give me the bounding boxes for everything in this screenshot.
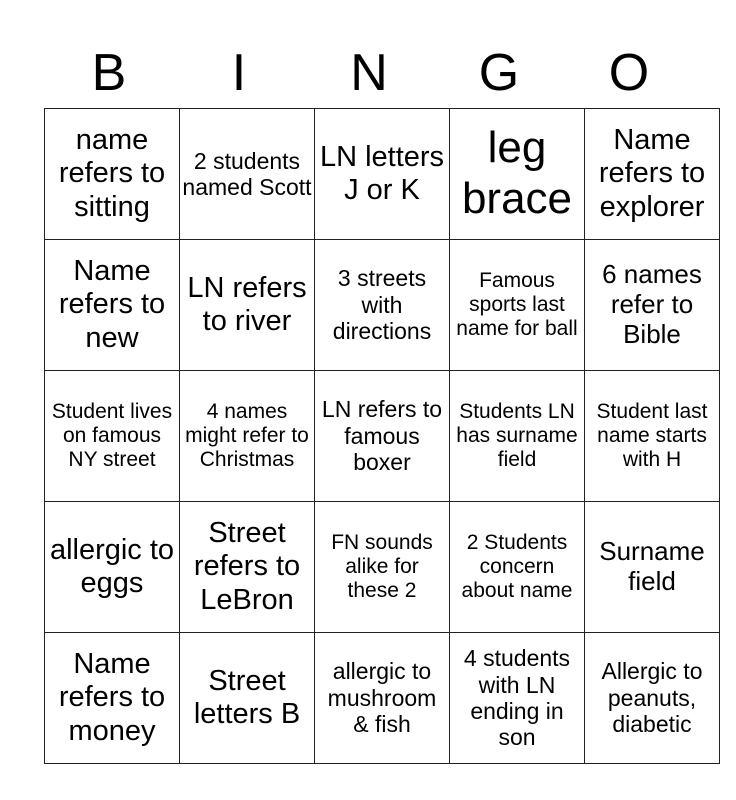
bingo-cell[interactable]: 2 Students concern about name xyxy=(450,502,585,633)
bingo-cell[interactable]: 6 names refer to Bible xyxy=(585,240,720,371)
bingo-cell[interactable]: 2 students named Scott xyxy=(180,109,315,240)
bingo-cell[interactable]: allergic to eggs xyxy=(45,502,180,633)
bingo-cell[interactable]: Street refers to LeBron xyxy=(180,502,315,633)
header-letter-o: O xyxy=(608,44,650,102)
board-row xyxy=(45,502,720,633)
bingo-cell[interactable]: Name refers to explorer xyxy=(585,109,720,240)
board-row xyxy=(45,371,720,502)
bingo-cell[interactable]: 4 names might refer to Christmas xyxy=(180,371,315,502)
header-letter-n: N xyxy=(350,44,388,102)
bingo-cell[interactable]: Student last name starts with H xyxy=(585,371,720,502)
board-row xyxy=(45,633,720,764)
board-row xyxy=(45,109,720,240)
board-row xyxy=(45,240,720,371)
bingo-cell[interactable]: LN letters J or K xyxy=(315,109,450,240)
bingo-cell[interactable]: name refers to sitting xyxy=(45,109,180,240)
bingo-cell[interactable]: Student lives on famous NY street xyxy=(45,371,180,502)
bingo-cell[interactable]: LN refers to river xyxy=(180,240,315,371)
bingo-cell[interactable]: LN refers to famous boxer xyxy=(315,371,450,502)
header-letter-i: I xyxy=(231,44,247,102)
bingo-cell[interactable]: FN sounds alike for these 2 xyxy=(315,502,450,633)
bingo-cell[interactable]: 4 students with LN ending in son xyxy=(450,633,585,764)
header-letter-g: G xyxy=(478,44,520,102)
bingo-board xyxy=(44,108,720,764)
bingo-cell[interactable]: Allergic to peanuts, diabetic xyxy=(585,633,720,764)
bingo-cell[interactable]: 3 streets with directions xyxy=(315,240,450,371)
bingo-cell[interactable]: Name refers to money xyxy=(45,633,180,764)
bingo-cell[interactable]: Name refers to new xyxy=(45,240,180,371)
bingo-cell[interactable]: Street letters B xyxy=(180,633,315,764)
bingo-header xyxy=(44,42,694,104)
bingo-cell[interactable]: Surname field xyxy=(585,502,720,633)
bingo-cell[interactable]: allergic to mushroom & fish xyxy=(315,633,450,764)
bingo-cell[interactable]: Students LN has surname field xyxy=(450,371,585,502)
bingo-cell[interactable]: Famous sports last name for ball xyxy=(450,240,585,371)
bingo-cell[interactable]: leg brace xyxy=(450,109,585,240)
header-letter-b: B xyxy=(91,44,127,102)
